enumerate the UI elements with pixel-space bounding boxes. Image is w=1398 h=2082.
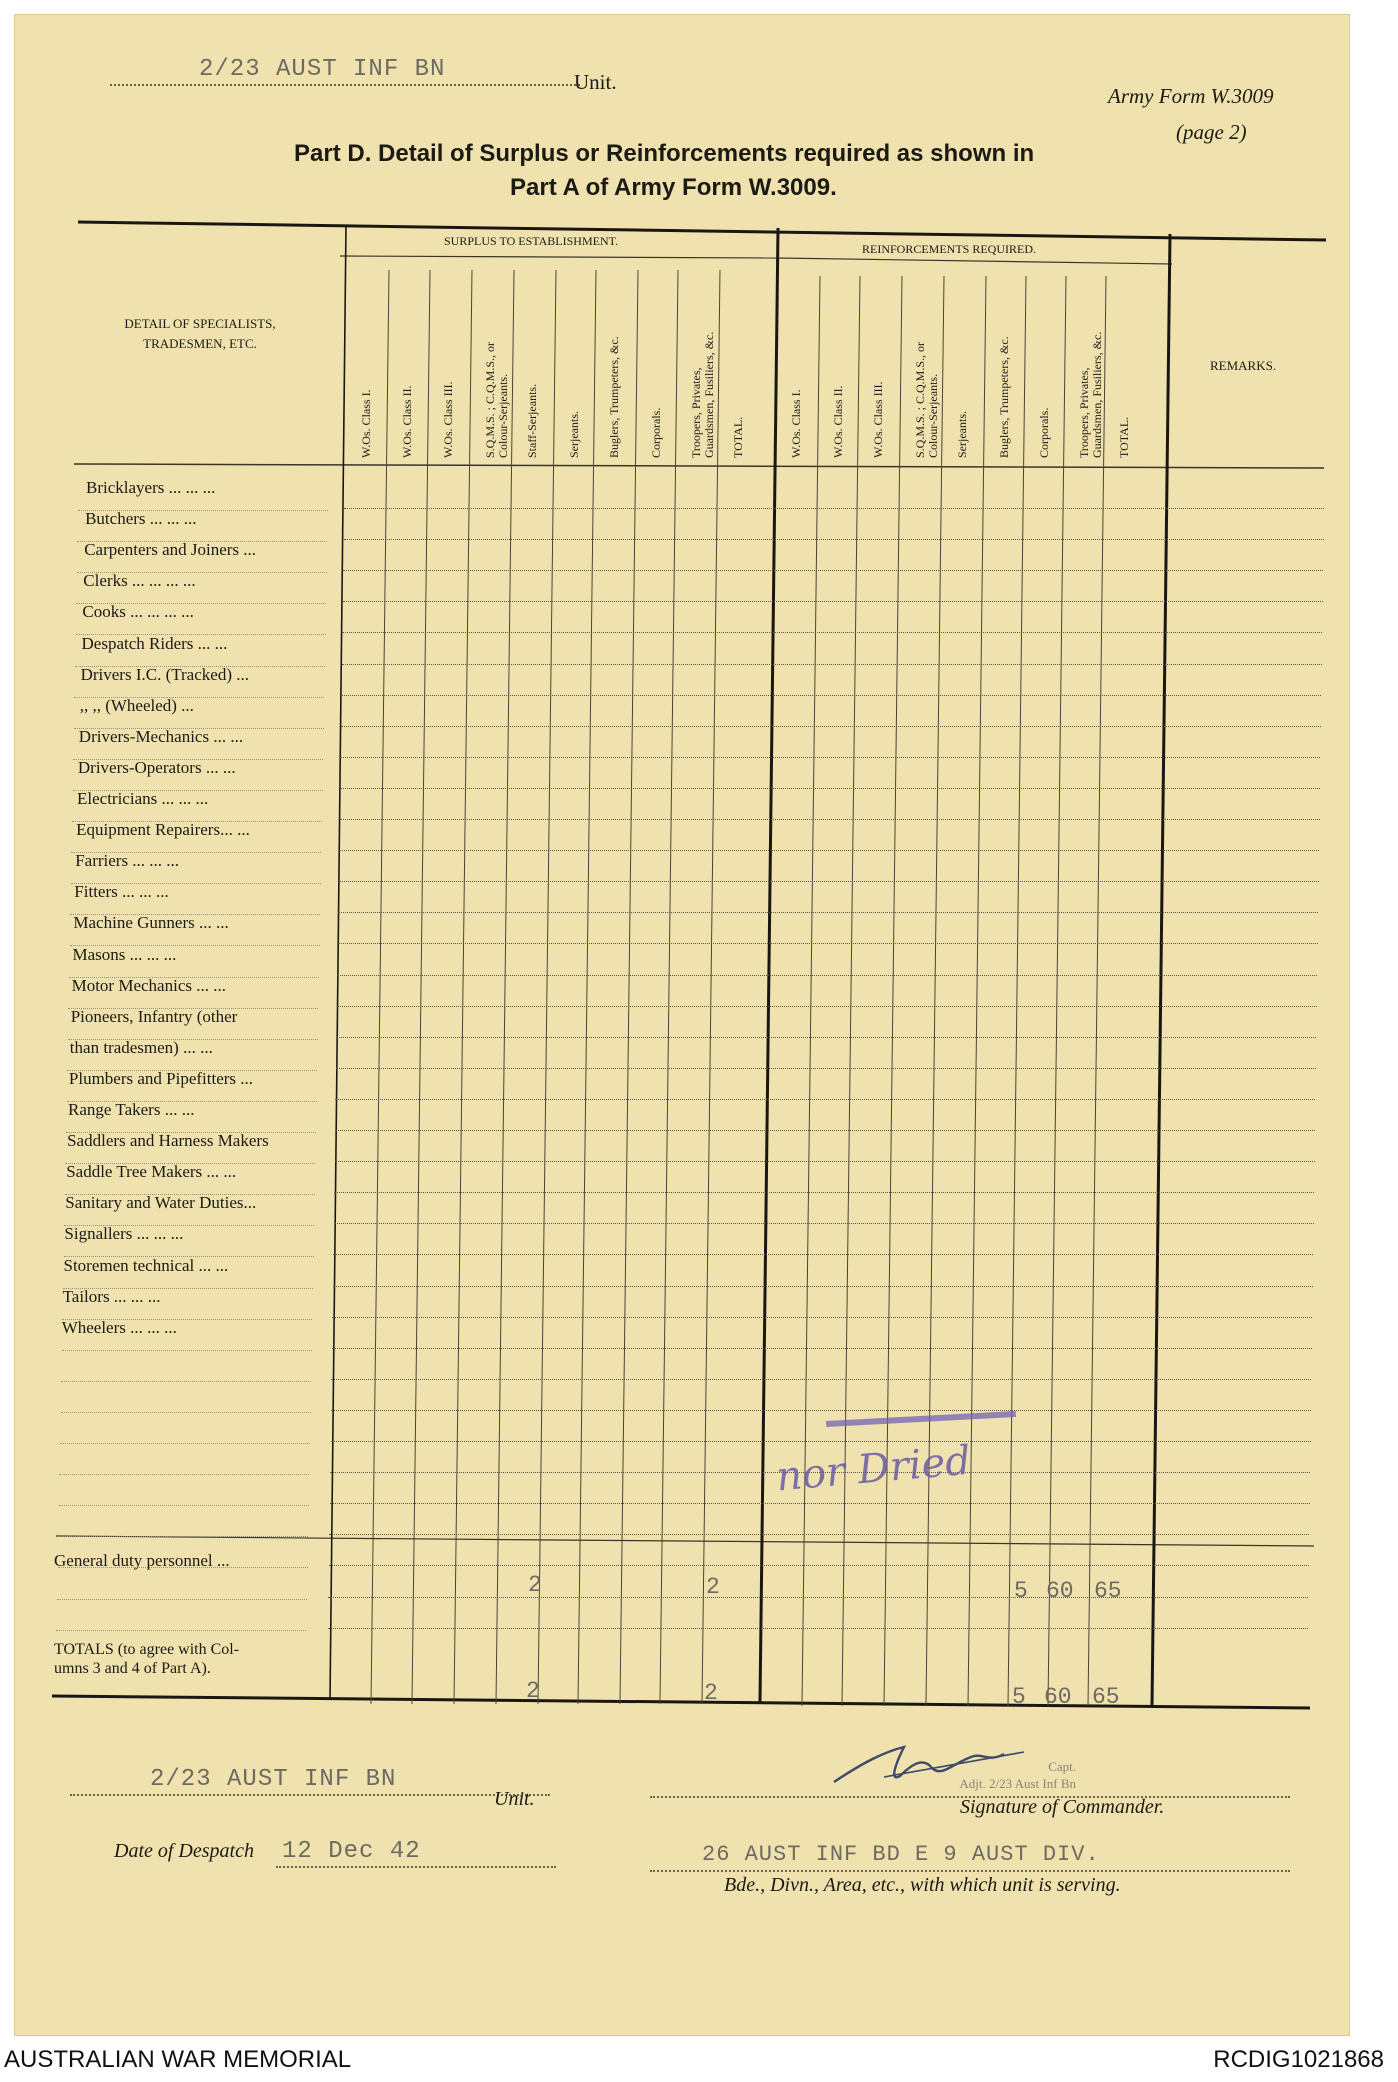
row-label: Carpenters and Joiners ... <box>84 540 257 560</box>
row-label: Wheelers ... ... ... <box>61 1317 177 1337</box>
row-line <box>337 975 1317 976</box>
tot-reinf-total: 65 <box>1092 1684 1120 1710</box>
totals-label: TOTALS (to agree with Col- umns 3 and 4 of Part A). <box>54 1641 240 1677</box>
column-header: W.Os. Class I. <box>789 389 803 458</box>
row-line <box>340 819 1320 820</box>
row-line <box>340 788 1320 789</box>
column-header: Troopers, Privates, Guardsmen, Fusiliers, &c. <box>689 331 716 458</box>
row-line <box>337 1006 1317 1007</box>
column-header: Serjeants. <box>955 411 969 458</box>
label-row-line <box>59 1474 309 1475</box>
row-line <box>329 1565 1309 1566</box>
column-header: Corporals. <box>649 407 663 458</box>
adjutant-stamp: Capt. Adjt. 2/23 Aust Inf Bn <box>959 1759 1076 1791</box>
row-label: Masons ... ... ... <box>72 944 177 964</box>
label-row-line <box>61 1412 311 1413</box>
row-line <box>344 508 1324 509</box>
column-header: W.Os. Class II. <box>400 385 414 458</box>
tot-troopers: 60 <box>1044 1684 1072 1710</box>
signature-label: Signature of Commander. <box>960 1796 1165 1818</box>
tot-total: 2 <box>704 1680 718 1706</box>
column-header: S.Q.M.S. ; C.Q.M.S., or Colour-Serjeants. <box>913 341 940 458</box>
row-line <box>340 757 1320 758</box>
label-row-line <box>57 1599 307 1600</box>
row-label: Machine Gunners ... ... <box>73 913 229 933</box>
row-line <box>331 1410 1311 1411</box>
row-label: Tailors ... ... ... <box>62 1286 161 1306</box>
row-label: Butchers ... ... ... <box>85 509 197 529</box>
surplus-header: SURPLUS TO ESTABLISHMENT. <box>444 234 619 248</box>
caption-left: AUSTRALIAN WAR MEMORIAL <box>4 2046 352 2073</box>
row-label: Range Takers ... ... <box>68 1100 195 1119</box>
row-line <box>341 726 1321 727</box>
column-header: Corporals. <box>1037 407 1051 458</box>
row-label: Pioneers, Infantry (other <box>70 1006 238 1026</box>
unit-typed: 2/23 AUST INF BN <box>199 56 446 83</box>
row-line <box>341 695 1321 696</box>
unit-label: Unit. <box>574 70 617 94</box>
date-typed: 12 Dec 42 <box>282 1838 421 1865</box>
row-label: Bricklayers ... ... ... <box>86 478 216 497</box>
row-line <box>335 1161 1315 1162</box>
row-label: Drivers I.C. (Tracked) ... <box>80 664 249 684</box>
date-line <box>276 1866 556 1868</box>
row-label: Plumbers and Pipefitters ... <box>68 1068 254 1088</box>
row-line <box>334 1192 1314 1193</box>
row-line <box>336 1068 1316 1069</box>
column-header: TOTAL. <box>731 416 745 458</box>
column-header: TOTAL. <box>1117 416 1131 458</box>
tot-corporals: 5 <box>1012 1684 1026 1710</box>
column-header: W.Os. Class II. <box>831 385 845 458</box>
row-label: Drivers-Operators ... ... <box>77 757 236 777</box>
column-header: W.Os. Class III. <box>871 381 885 458</box>
row-label: Clerks ... ... ... ... <box>83 571 196 591</box>
row-label: Saddle Tree Makers ... ... <box>66 1162 237 1182</box>
row-line <box>335 1099 1315 1100</box>
gd-total: 2 <box>706 1574 720 1600</box>
column-header: S.Q.M.S. ; C.Q.M.S., or Colour-Serjeants. <box>483 341 510 458</box>
form-sheet <box>14 14 1350 2036</box>
row-line <box>335 1130 1315 1131</box>
column-header: Buglers, Trumpeters, &c. <box>607 336 621 458</box>
column-header: Serjeants. <box>567 411 581 458</box>
row-line <box>342 632 1322 633</box>
row-label: Saddlers and Harness Makers <box>67 1131 269 1151</box>
page-ref: (page 2) <box>1176 120 1247 144</box>
row-line <box>339 881 1319 882</box>
row-line <box>336 1037 1316 1038</box>
row-label: Drivers-Mechanics ... ... <box>78 726 244 746</box>
detail-header: DETAIL OF SPECIALISTS, TRADESMEN, ETC. <box>124 316 276 351</box>
row-line <box>343 601 1323 602</box>
row-line <box>332 1348 1312 1349</box>
row-line <box>330 1503 1310 1504</box>
row-line <box>328 1597 1308 1598</box>
label-row-line <box>60 1443 310 1444</box>
footer-unit-line <box>70 1794 550 1796</box>
column-header: W.Os. Class I. <box>359 389 373 458</box>
column-header: W.Os. Class III. <box>441 381 455 458</box>
gd-troopers: 60 <box>1046 1578 1074 1604</box>
label-row-line <box>59 1505 309 1506</box>
row-label: Storemen technical ... ... <box>63 1255 229 1275</box>
label-row-line <box>58 1536 308 1537</box>
row-line <box>328 1628 1308 1629</box>
label-row-line <box>56 1630 306 1631</box>
tot-serjeants: 2 <box>526 1678 540 1704</box>
row-line <box>329 1534 1309 1535</box>
column-header: Troopers, Privates, Guardsmen, Fusiliers, &c. <box>1077 331 1104 458</box>
column-header: Buglers, Trumpeters, &c. <box>997 336 1011 458</box>
gd-reinf-total: 65 <box>1094 1578 1122 1604</box>
row-line <box>333 1254 1313 1255</box>
formation-typed: 26 AUST INF BD E 9 AUST DIV. <box>702 1842 1100 1867</box>
column-header: Staff-Serjeants. <box>525 383 539 458</box>
form-title-line1: Part D. Detail of Surplus or Reinforcements required as shown in <box>294 140 1035 167</box>
footer-unit-label: Unit. <box>494 1788 535 1810</box>
row-label: Cooks ... ... ... ... <box>82 602 194 622</box>
reinforcements-header: REINFORCEMENTS REQUIRED. <box>862 242 1037 256</box>
form-ref: Army Form W.3009 <box>1108 84 1274 108</box>
label-row-line <box>61 1381 311 1382</box>
row-label: Motor Mechanics ... ... <box>71 975 226 995</box>
formation-label: Bde., Divn., Area, etc., with which unit is serving. <box>724 1874 1121 1896</box>
row-line <box>331 1379 1311 1380</box>
row-line <box>332 1317 1312 1318</box>
row-line <box>338 943 1318 944</box>
general-duty-label: General duty personnel ... <box>54 1551 230 1570</box>
row-label: Electricians ... ... ... <box>77 789 209 808</box>
row-line <box>344 539 1324 540</box>
form-title-line2: Part A of Army Form W.3009. <box>510 174 837 201</box>
row-label: ,, ,, (Wheeled) ... <box>79 695 194 715</box>
row-line <box>338 912 1318 913</box>
row-line <box>334 1223 1314 1224</box>
row-line <box>331 1441 1311 1442</box>
row-label: Equipment Repairers... ... <box>76 820 250 840</box>
footer-unit-typed: 2/23 AUST INF BN <box>150 1766 397 1793</box>
row-line <box>333 1286 1313 1287</box>
caption-right: RCDIG1021868 <box>1213 2046 1384 2073</box>
row-label: than tradesmen) ... ... <box>69 1037 213 1057</box>
handwritten-note: nor Dried <box>774 1437 973 1501</box>
gd-serjeants: 2 <box>528 1572 542 1598</box>
row-line <box>339 850 1319 851</box>
row-label: Fitters ... ... ... <box>74 882 169 902</box>
row-label: Farriers ... ... ... <box>75 851 180 871</box>
row-line <box>342 664 1322 665</box>
date-label: Date of Despatch <box>114 1840 254 1862</box>
remarks-header: REMARKS. <box>1210 358 1277 373</box>
row-label: Signallers ... ... ... <box>64 1224 184 1244</box>
gd-corporals: 5 <box>1014 1578 1028 1604</box>
row-label: Despatch Riders ... ... <box>81 633 228 653</box>
row-label: Sanitary and Water Duties... <box>65 1193 257 1213</box>
formation-line <box>650 1870 1290 1872</box>
label-row-line <box>62 1350 312 1351</box>
row-line <box>343 570 1323 571</box>
